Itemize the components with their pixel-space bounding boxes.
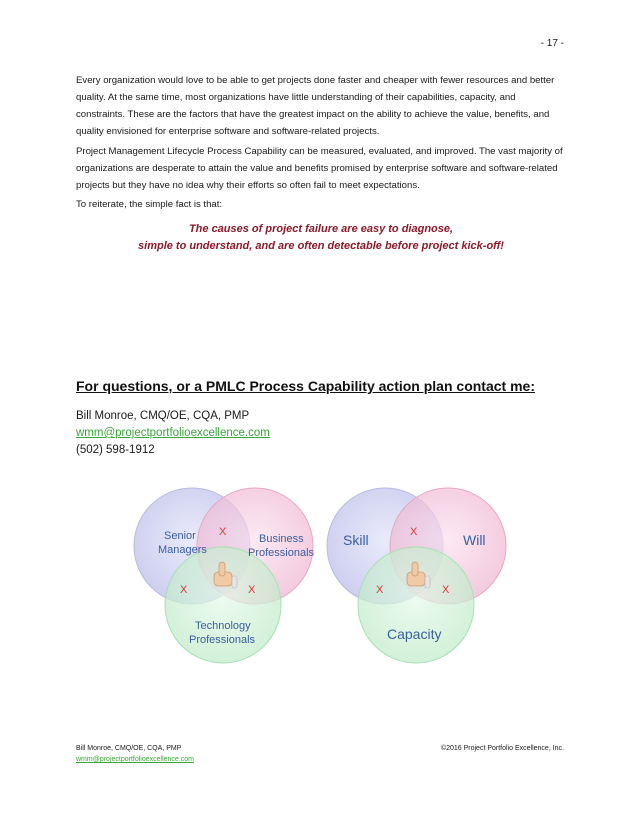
label-capacity: Capacity: [387, 626, 442, 642]
label-professionals-technology: Professionals: [189, 634, 256, 646]
label-professionals-business: Professionals: [248, 547, 315, 559]
x-mark-right: X: [442, 584, 450, 596]
contact-heading: For questions, or a PMLC Process Capability action plan contact me:: [76, 378, 535, 394]
footer-name: Bill Monroe, CMQ/OE, CQA, PMP: [76, 745, 182, 752]
page-number: - 17 -: [540, 38, 564, 49]
label-skill: Skill: [343, 532, 369, 548]
label-technology: Technology: [195, 620, 251, 632]
contact-phone: (502) 598-1912: [76, 444, 155, 456]
footer-copyright: ©2016 Project Portfolio Excellence, Inc.: [440, 745, 564, 752]
callout-line-2: simple to understand, and are often detectable before project kick-off!: [138, 240, 504, 252]
contact-email-link[interactable]: wmm@projectportfolioexcellence.com: [76, 427, 270, 439]
label-will: Will: [463, 532, 486, 548]
x-mark-top: X: [410, 526, 418, 538]
callout-line-1: The causes of project failure are easy to diagnose,: [188, 223, 454, 235]
x-mark-left: X: [180, 584, 188, 596]
venn-diagram-capabilities: [325, 486, 510, 666]
contact-name: Bill Monroe, CMQ/OE, CQA, PMP: [76, 410, 250, 422]
x-mark-left: X: [376, 584, 384, 596]
label-business: Business: [259, 533, 304, 545]
x-mark-right: X: [248, 584, 256, 596]
label-senior: Senior: [164, 530, 196, 542]
label-managers: Managers: [158, 544, 207, 556]
footer-email-link[interactable]: wmm@projectportfolioexcellence.com: [76, 756, 194, 763]
venn-diagram-roles: [132, 486, 317, 666]
paragraph-intro: Every organization would love to be able to get projects done faster and cheaper with fewer resources and better quality. At the same time, most organizations have little understanding of their capabilities, capacity, and constraints. These are the factors that have the greatest impact on the ability to achieve the value, benefits, and quality envisioned for enterprise software and software-related projects.: [76, 75, 555, 137]
x-mark-top: X: [219, 526, 227, 538]
paragraph-pmlc: Project Management Lifecycle Process Capability can be measured, evaluated, and improved. The vast majority of organizations are desperate to attain the value and benefits promised by enterprise software and software-related projects but they have no idea why their efforts so often fail to meet expectations.: [76, 146, 563, 191]
paragraph-reiterate: To reiterate, the simple fact is that:: [76, 199, 223, 210]
